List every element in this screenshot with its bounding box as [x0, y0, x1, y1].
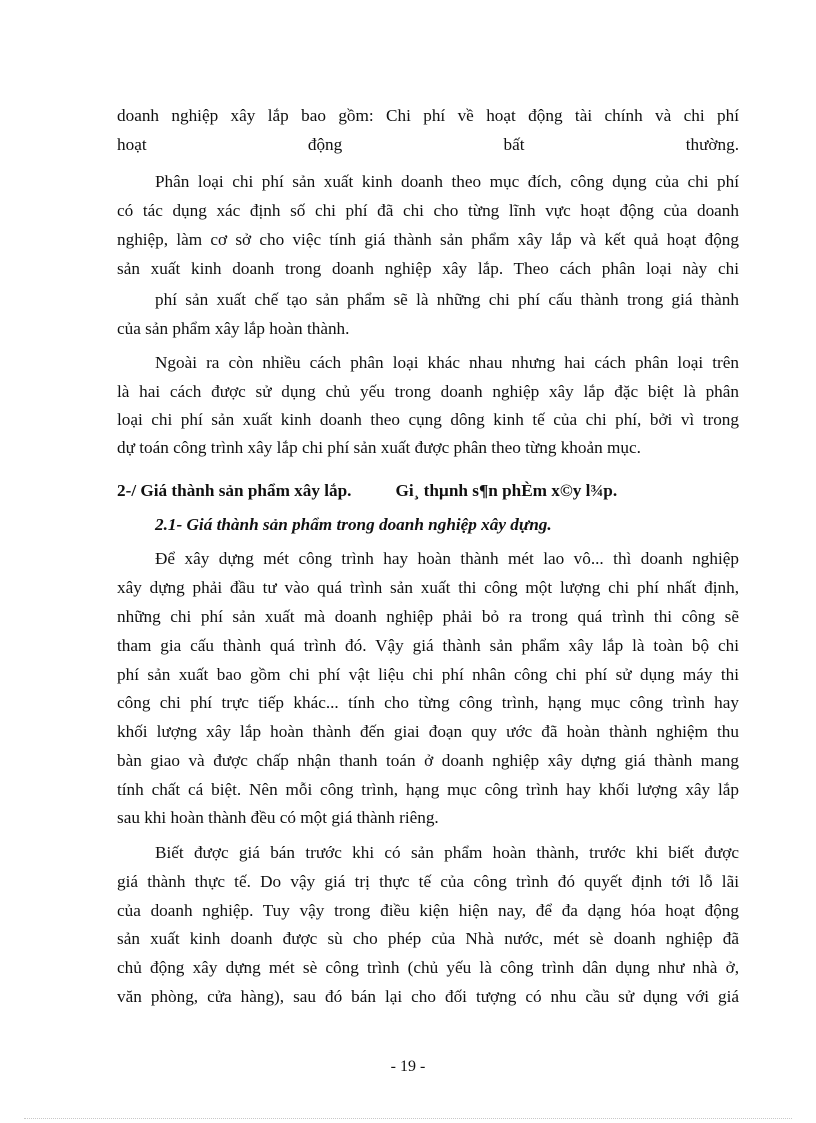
paragraph-line: là hai cách được sử dụng chủ yếu trong doanh nghiệp xây lắp đặc biệt là phân: [117, 382, 739, 401]
paragraph-line: sản xuất kinh doanh được sù cho phép của Nhà nước, mét sè doanh nghiệp đã: [117, 929, 739, 948]
subsection-heading: 2.1- Giá thành sản phẩm trong doanh nghiệp xây dựng.: [155, 515, 552, 534]
section-heading: [117, 481, 739, 501]
paragraph-line: giá thành thực tế. Do vậy giá trị thực tế của công trình đó quyết định tới lỗ lãi: [117, 872, 739, 891]
paragraph-line: chủ động xây dựng mét sè công trình (chủ yếu là công trình dân dụng như nhà ở,: [117, 958, 739, 977]
paragraph-line: xây dựng phải đầu tư vào quá trình sản xuất thi công một lượng chi phí nhất định,: [117, 578, 739, 597]
paragraph-line: sản xuất kinh doanh trong doanh nghiệp xây lắp. Theo cách phân loại này chi: [117, 259, 739, 278]
paragraph-line: Biết được giá bán trước khi có sản phẩm hoàn thành, trước khi biết được: [155, 843, 739, 862]
section-heading-title: 2-/ Giá thành sản phẩm xây lắp.: [117, 481, 352, 500]
paragraph-line: văn phòng, cửa hàng), sau đó bán lại cho đối tượng có nhu cầu sử dụng với giá: [117, 987, 739, 1006]
paragraph-line: Để xây dựng mét công trình hay hoàn thành mét lao vô... thì doanh nghiệp: [155, 549, 739, 568]
paragraph-line: loại chi phí sản xuất kinh doanh theo cụng dông kinh tế của chi phí, bởi vì trong: [117, 410, 739, 429]
paragraph-line: tính chất cá biệt. Nên mỗi công trình, hạng mục công trình hay khối lượng xây lắp: [117, 780, 739, 799]
paragraph-line: dự toán công trình xây lắp chi phí sản xuất được phân theo từng khoản mục.: [117, 438, 641, 457]
section-heading-garbled: Gi¸ thµnh s¶n phÈm x©y l¾p.: [395, 481, 618, 500]
paragraph-line: Ngoài ra còn nhiều cách phân loại khác nhau nhưng hai cách phân loại trên: [155, 353, 739, 372]
paragraph-line: Phân loại chi phí sản xuất kinh doanh theo mục đích, công dụng của chi phí: [155, 172, 739, 191]
paragraph-line: nghiệp, làm cơ sở cho việc tính giá thành sản phẩm xây lắp và kết quả hoạt động: [117, 230, 739, 249]
paragraph-line: phí sản xuất chế tạo sản phẩm sẽ là những chi phí cấu thành trong giá thành: [155, 290, 739, 309]
paragraph-line: công chi phí trực tiếp khác... tính cho từng công trình, hạng mục công trình hay: [117, 693, 739, 712]
paragraph-line: những chi phí sản xuất mà doanh nghiệp phải bỏ ra trong quá trình thi công sẽ: [117, 607, 739, 626]
paragraph-line: bàn giao và được chấp nhận thanh toán ở doanh nghiệp xây dựng giá thành mang: [117, 751, 739, 770]
paragraph-line: hoạt động bất thường.: [117, 135, 739, 154]
paragraph-line: của sản phẩm xây lắp hoàn thành.: [117, 319, 350, 338]
paragraph-line: doanh nghiệp xây lắp bao gồm: Chi phí về hoạt động tài chính và chi phí: [117, 106, 739, 125]
paragraph-line: của doanh nghiệp. Tuy vậy trong điều kiện hiện nay, để đa dạng hóa hoạt động: [117, 901, 739, 920]
page-number: - 19 -: [390, 1058, 426, 1075]
paragraph-line: có tác dụng xác định số chi phí đã chi cho từng lĩnh vực hoạt động của doanh: [117, 201, 739, 220]
paragraph-line: khối lượng xây lắp hoàn thành đến giai đoạn quy ước đã hoàn thành nghiệm thu: [117, 722, 739, 741]
paragraph-line: phí sản xuất bao gồm chi phí vật liệu chi phí nhân công chi phí sử dụng máy thi: [117, 665, 739, 684]
paragraph-line: tham gia cấu thành quá trình đó. Vậy giá thành sản phẩm xây lắp là toàn bộ chi: [117, 636, 739, 655]
page-bottom-divider: [24, 1118, 792, 1119]
paragraph-line: sau khi hoàn thành đều có một giá thành riêng.: [117, 808, 439, 827]
